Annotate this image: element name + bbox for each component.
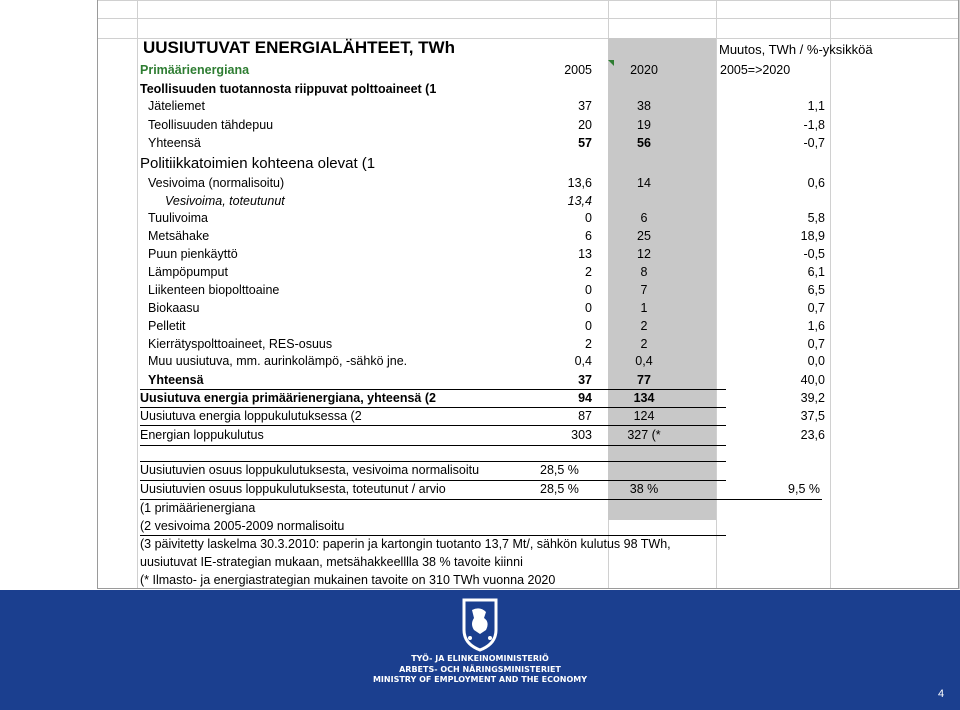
- value-2005: 13,6: [567, 176, 592, 190]
- table-row: [140, 174, 830, 193]
- row-label: Tuulivoima: [148, 211, 208, 225]
- value-2020: 38 %: [629, 482, 659, 496]
- value-2020: 7: [640, 283, 648, 297]
- footnote: uusiutuvat IE-strategian mukaan, metsähakkeelllla 38 % tavoite kiinni: [140, 555, 523, 569]
- table-row: [140, 97, 830, 116]
- value-change: -1,8: [803, 118, 825, 132]
- table-row: [140, 209, 830, 228]
- value-2005: 2: [585, 337, 592, 351]
- row-label: Vesivoima (normalisoitu): [148, 176, 285, 190]
- value-change: 39,2: [800, 391, 825, 405]
- table-row: [140, 116, 830, 135]
- value-change: 1,6: [807, 319, 825, 333]
- value-2020: 2: [640, 337, 648, 351]
- value-2020: 38: [637, 99, 651, 113]
- value-2020: 19: [637, 118, 651, 132]
- ministry-name-sv: ARBETS- OCH NÄRINGSMINISTERIET: [399, 664, 561, 674]
- value-2005: 37: [578, 99, 592, 113]
- header-label: Primäärienergiana: [140, 63, 250, 77]
- table-row: [140, 263, 830, 282]
- table-row: [140, 227, 830, 246]
- value-2005: 13: [578, 247, 592, 261]
- row-label: Jäteliemet: [148, 99, 205, 113]
- row-label: Muu uusiutuva, mm. aurinkolämpö, -sähkö jne.: [148, 354, 408, 368]
- header-year-2020: 2020: [630, 63, 658, 77]
- unit-note: Muutos, TWh / %-yksikköä: [719, 42, 873, 57]
- value-2020: 56: [637, 136, 651, 150]
- value-change: 23,6: [800, 428, 825, 442]
- ministry-name-en: MINISTRY OF EMPLOYMENT AND THE ECONOMY: [372, 675, 588, 684]
- row-label: Puun pienkäyttö: [148, 247, 238, 261]
- ministry-name: [340, 654, 620, 686]
- value-2005: 37: [578, 373, 592, 387]
- table-row: [140, 317, 830, 336]
- value-change: -0,7: [803, 136, 825, 150]
- table-row: [140, 352, 830, 371]
- header-row: [140, 61, 830, 80]
- table-row: [140, 426, 830, 445]
- row-label: Vesivoima, toteutunut: [165, 194, 285, 208]
- value-change: 0,6: [807, 176, 825, 190]
- value-2005: 0: [585, 301, 592, 315]
- row-label: Pelletit: [148, 319, 186, 333]
- row-label: Uusiutuva energia loppukulutuksessa (2: [140, 409, 362, 423]
- row-label: Uusiutuva energia primäärienergiana, yhteensä (2: [140, 391, 436, 405]
- page-title: UUSIUTUVAT ENERGIALÄHTEET, TWh: [143, 38, 455, 57]
- value-2020: 124: [633, 409, 655, 423]
- value-change: 0,7: [807, 337, 825, 351]
- value-change: 9,5 %: [788, 482, 820, 496]
- row-label: Biokaasu: [148, 301, 200, 315]
- value-change: -0,5: [803, 247, 825, 261]
- value-2005: 2: [585, 265, 592, 279]
- ministry-lion-logo-icon: [440, 596, 520, 652]
- value-2005: 87: [578, 409, 592, 423]
- value-2020: 2: [640, 319, 648, 333]
- value-2020: 12: [637, 247, 651, 261]
- value-change: 1,1: [807, 99, 825, 113]
- table-row: [140, 299, 830, 318]
- row-label: Metsähake: [148, 229, 210, 243]
- row-label: Energian loppukulutus: [140, 428, 264, 442]
- value-2005: 0,4: [574, 354, 592, 368]
- footnote: (2 vesivoima 2005-2009 normalisoitu: [140, 519, 345, 533]
- value-2020: 8: [640, 265, 648, 279]
- footnote: (1 primäärienergiana: [140, 501, 256, 515]
- value-change: 6,1: [807, 265, 825, 279]
- table-row-total: [140, 134, 830, 153]
- table-row: [140, 480, 830, 499]
- table-row: [140, 281, 830, 300]
- ministry-name-fi: TYÖ- JA ELINKEINOMINISTERIÖ: [411, 654, 549, 663]
- value-change: 0,7: [807, 301, 825, 315]
- politics-heading: Politiikkatoimien kohteena olevat (1: [140, 155, 376, 172]
- value-2020: 1: [640, 301, 648, 315]
- value-2005: 0: [585, 319, 592, 333]
- value-2005: 0: [585, 211, 592, 225]
- table-row-total: [140, 389, 830, 408]
- value-2005: 28,5 %: [540, 463, 579, 477]
- page-number: 4: [938, 688, 945, 700]
- value-change: 18,9: [800, 229, 825, 243]
- row-label: Kierrätyspolttoaineet, RES-osuus: [148, 337, 333, 351]
- row-label: Yhteensä: [148, 136, 201, 150]
- row-label: Lämpöpumput: [148, 265, 228, 279]
- value-change: 40,0: [800, 373, 825, 387]
- table-row-total: [140, 371, 830, 390]
- politics-heading-row: [140, 153, 830, 175]
- value-2020: 77: [637, 373, 651, 387]
- footnote: (3 päivitetty laskelma 30.3.2010: paperin ja kartongin tuotanto 13,7 Mt/, sähkön kulutus 98 TWh,: [140, 537, 671, 551]
- value-2005: 20: [578, 118, 592, 132]
- row-label: Uusiutuvien osuus loppukulutuksesta, vesivoima normalisoitu: [140, 463, 480, 477]
- table-row: [140, 461, 830, 480]
- value-2005: 94: [578, 391, 592, 405]
- industry-heading: Teollisuuden tuotannosta riippuvat polttoaineet (1: [140, 82, 437, 96]
- value-2020: 25: [637, 229, 651, 243]
- value-2005: 0: [585, 283, 592, 297]
- table-row: [140, 245, 830, 264]
- value-2020: 327 (*: [627, 428, 661, 442]
- value-2020: 0,4: [635, 354, 653, 368]
- divider: [140, 445, 726, 446]
- row-label: Liikenteen biopolttoaine: [148, 283, 280, 297]
- value-change: 5,8: [807, 211, 825, 225]
- value-change: 37,5: [800, 409, 825, 423]
- value-change: 0,0: [807, 354, 825, 368]
- value-2020: 14: [637, 176, 651, 190]
- value-2005: 28,5 %: [540, 482, 579, 496]
- value-2005: 6: [585, 229, 592, 243]
- header-year-2005: 2005: [564, 63, 592, 77]
- value-2020: 134: [633, 391, 655, 405]
- value-2020: 6: [640, 211, 648, 225]
- header-change: 2005=>2020: [720, 63, 791, 77]
- row-label: Uusiutuvien osuus loppukulutuksesta, toteutunut / arvio: [140, 482, 446, 496]
- row-label: Teollisuuden tähdepuu: [148, 118, 274, 132]
- table-row: [140, 407, 830, 426]
- value-2005: 303: [571, 428, 592, 442]
- footnote: (* Ilmasto- ja energiastrategian mukainen tavoite on 310 TWh vuonna 2020: [140, 573, 556, 587]
- row-label: Yhteensä: [148, 373, 204, 387]
- value-2005: 13,4: [567, 194, 592, 208]
- value-change: 6,5: [807, 283, 825, 297]
- value-2005: 57: [578, 136, 592, 150]
